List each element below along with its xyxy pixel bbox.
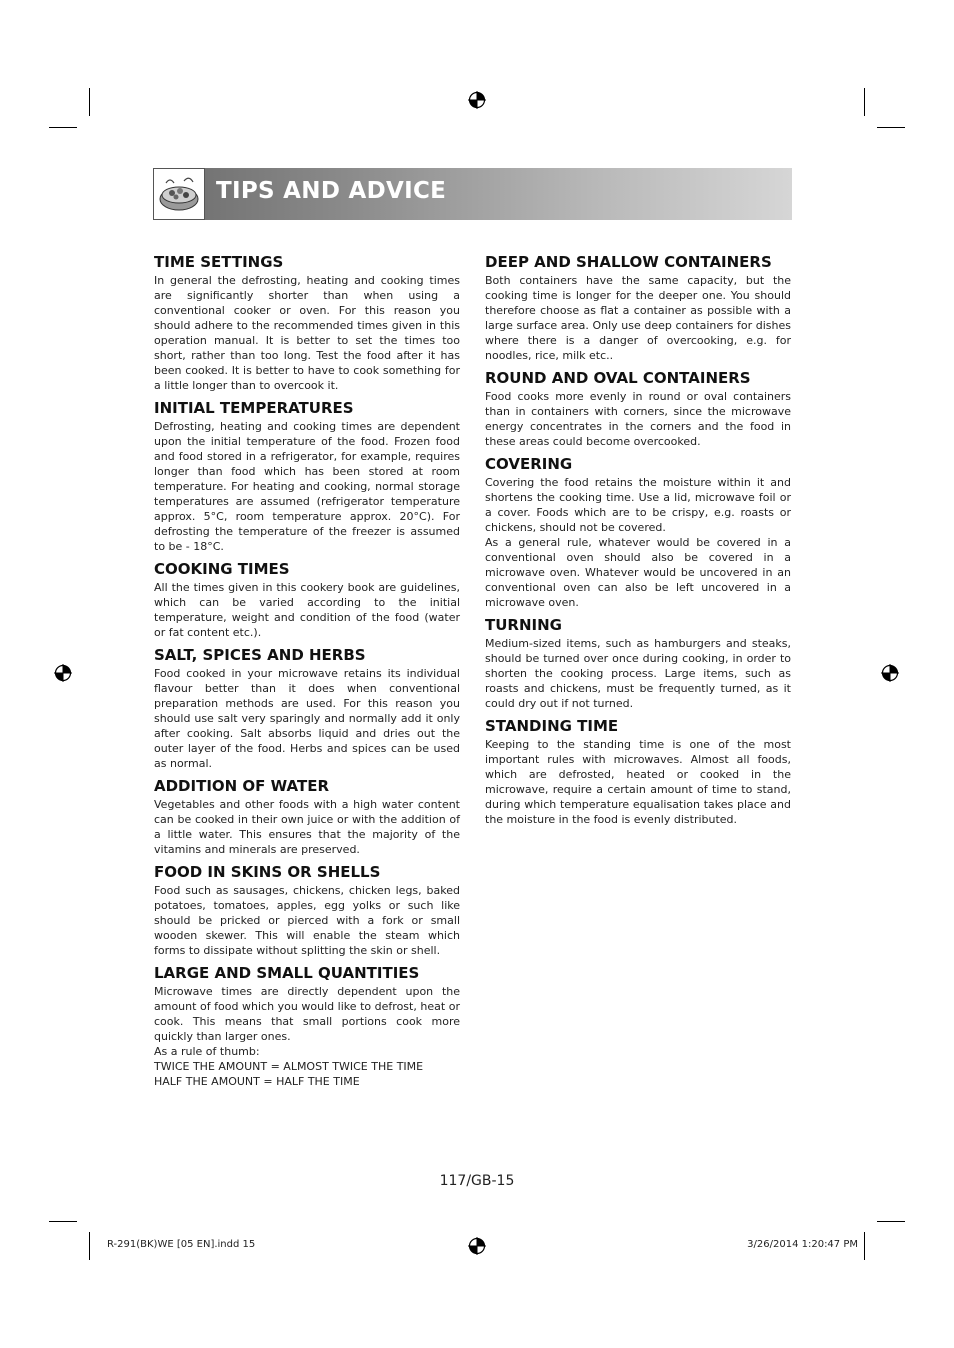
crop-mark <box>49 1221 77 1222</box>
print-timestamp: 3/26/2014 1:20:47 PM <box>747 1239 858 1250</box>
section <box>485 616 791 711</box>
section-heading: INITIAL TEMPERATURES <box>154 399 354 417</box>
section-paragraph: Food cooked in your microwave retains its individual flavour better than it does when conventional preparation methods are used. For this reason you should use salt very sparingly and normally add it only after cooking. Salt absorbs liquid and dries out the outer layer of the food. Herbs and spices can be used as normal. <box>154 667 460 770</box>
crop-mark <box>877 1221 905 1222</box>
section-paragraph: All the times given in this cookery book are guidelines, which can be varied according to the initial temperature, weight and condition of the food (water or fat content etc.). <box>154 581 460 639</box>
section <box>154 863 460 958</box>
left-column <box>154 253 460 1095</box>
section-paragraph: Food such as sausages, chickens, chicken legs, baked potatoes, tomatoes, apples, egg yolks or such like should be pricked or pierced with a fork or small wooden skewer. This will enable the steam which forms to dissipate without splitting the skin or shell. <box>154 884 460 957</box>
crop-mark <box>89 1232 90 1260</box>
section-paragraph: Food cooks more evenly in round or oval containers than in containers with corners, since the microwave energy concentrates in the corners and the food in these areas could become overcooked. <box>485 390 791 448</box>
section-heading: STANDING TIME <box>485 717 619 735</box>
section-paragraph: Defrosting, heating and cooking times are dependent upon the initial temperature of the food. Frozen food and food stored in a refrigerator, for example, requires longer than food which has been stored at room temperature. For heating and cooking, normal storage temperatures are assumed (refrigerator temperature approx. 5°C, room temperature approx. 20°C). For defrosting the temperature of the freezer is assumed to be - 18°C. <box>154 420 460 553</box>
crop-mark <box>864 88 865 116</box>
section-heading: TIME SETTINGS <box>154 253 284 271</box>
section-heading: ROUND AND OVAL CONTAINERS <box>485 369 751 387</box>
section-heading: COOKING TIMES <box>154 560 290 578</box>
section-banner <box>153 168 792 220</box>
crop-mark <box>89 88 90 116</box>
section-paragraph: Microwave times are directly dependent upon the amount of food which you would like to defrost, heat or cook. This means that small portions cook more quickly than larger ones. <box>154 985 460 1043</box>
cooking-bowl-icon <box>153 168 205 220</box>
section-heading: DEEP AND SHALLOW CONTAINERS <box>485 253 772 271</box>
section <box>154 560 460 640</box>
section <box>485 253 791 363</box>
registration-mark-icon <box>881 664 899 682</box>
section <box>485 369 791 449</box>
section-paragraph: Vegetables and other foods with a high water content can be cooked in their own juice or with the addition of a little water. This ensures that the majority of the vitamins and minerals are preserved. <box>154 798 460 856</box>
section-heading: SALT, SPICES AND HERBS <box>154 646 366 664</box>
section <box>154 399 460 554</box>
section <box>154 646 460 771</box>
section-paragraph: Both containers have the same capacity, but the cooking time is longer for the deeper one. You should therefore choose as flat a container as possible with a large surface area. Only use deep containers for dishes where there is a danger of overcooking, e.g. for noodles, rice, milk etc.. <box>485 274 791 362</box>
section-heading: TURNING <box>485 616 562 634</box>
section <box>154 253 460 393</box>
section-paragraph: In general the defrosting, heating and cooking times are significantly shorter than when using a conventional cooker or oven. For this reason you should adhere to the recommended times given in this operation manual. It is better to set the times too short, rather than too long. Test the food after it has been cooked. It is better to have to cook something for a little longer than to overcook it. <box>154 274 460 392</box>
section-paragraph: Covering the food retains the moisture within it and shortens the cooking time. Use a lid, microwave foil or a cover. Foods which are to be crispy, e.g. roasts or chickens, should not be covered. <box>485 476 791 534</box>
section-paragraph: Keeping to the standing time is one of the most important rules with microwaves. Almost all foods, which are defrosted, heated or cooked in the microwave, require a certain amount of time to stand, during which temperature equalisation takes place and the moisture in the food is evenly distributed. <box>485 738 791 826</box>
section-paragraph: As a rule of thumb: <box>154 1045 260 1058</box>
crop-mark <box>877 127 905 128</box>
file-slug: R-291(BK)WE [05 EN].indd 15 <box>107 1239 256 1250</box>
registration-mark-icon <box>54 664 72 682</box>
registration-mark-icon <box>468 91 486 109</box>
section-paragraph: HALF THE AMOUNT = HALF THE TIME <box>154 1075 360 1088</box>
crop-mark <box>864 1232 865 1260</box>
section <box>485 717 791 827</box>
section-paragraph: Medium-sized items, such as hamburgers and steaks, should be turned over once during cooking, in order to shorten the cooking process. Large items, such as roasts and chickens, must be frequently turned, as it could dry out if not turned. <box>485 637 791 710</box>
section <box>154 777 460 857</box>
crop-mark <box>49 127 77 128</box>
section-paragraph: TWICE THE AMOUNT = ALMOST TWICE THE TIME <box>154 1060 424 1073</box>
section-heading: COVERING <box>485 455 573 473</box>
section <box>154 964 460 1089</box>
section-heading: ADDITION OF WATER <box>154 777 329 795</box>
section-heading: LARGE AND SMALL QUANTITIES <box>154 964 420 982</box>
page-number: 117/GB-15 <box>439 1173 515 1189</box>
section-paragraph: As a general rule, whatever would be covered in a conventional oven should also be covered in a microwave oven. Whatever would be uncovered in an conventional oven can also be left uncovered in a microwave oven. <box>485 536 791 609</box>
section-heading: FOOD IN SKINS OR SHELLS <box>154 863 381 881</box>
registration-mark-icon <box>468 1237 486 1255</box>
section <box>485 455 791 610</box>
page-title: TIPS AND ADVICE <box>216 178 447 204</box>
right-column <box>485 253 791 833</box>
